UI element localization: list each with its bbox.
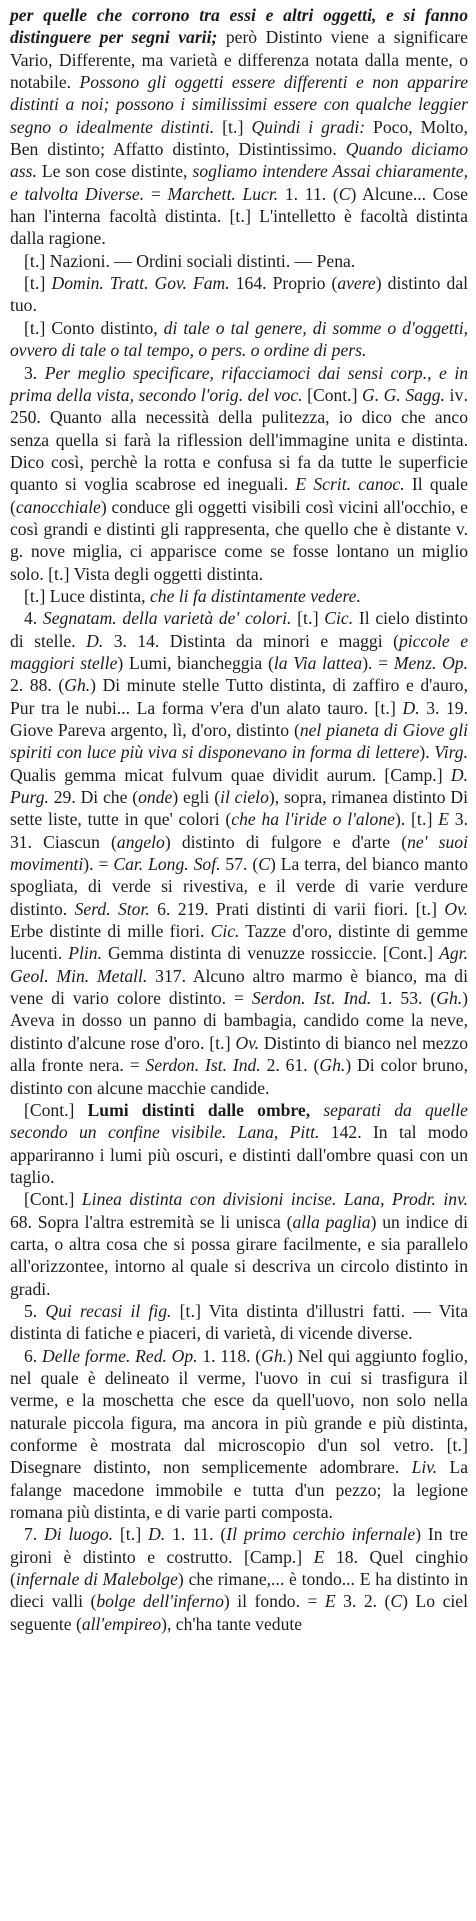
entry-paragraph-11: 6. Delle forme. Red. Op. 1. 118. (Gh.) Nel qui aggiunto foglio, nel quale è delineato il verme, l'uovo in cui si trasfigura il verme, e la moschetta che esce da quell'uovo, non solo nella naturale piccola figura, ma ancora in più grande e più distinta, conforme è mostrata dal microscopio d'un sol vetro. [t.] Disegnare distinto, non semplicemente adombrare. Liv. La falange macedone immobile e tutta d'un pezzo; la legione romana più distinta, e di varie parti composta. xyxy=(10,1345,468,1523)
entry-paragraph-7: 4. Segnatam. della varietà de' colori. [t.] Cic. Il cielo distinto di stelle. D. 3. 14. Distinta da minori e maggi (piccole e maggiori stelle) Lumi, biancheggia (la Via lattea). = Menz. Op. 2. 88. (Gh.) Di minute stelle Tutto distinta, di zaffiro e d'auro, Pur tra le nubi... La forma v'era d'un alato tauro. [t.] D. 3. 19. Giove Pareva argento, lì, d'oro, distinto (nel pianeta di Giove gli spiriti con luce più viva si disponevano in forma di lettere). Virg. Qualis gemma micat fulvum quae dividit aurum. [Camp.] D. Purg. 29. Di che (onde) egli (il cielo), sopra, rimanea distinto Di sette liste, tutte in que' colori (che ha l'iride o l'alone). [t.] E 3. 31. Ciascun (angelo) distinto di fulgore e d'arte (ne' suoi movimenti). = Car. Long. Sof. 57. (C) La terra, del bianco manto spogliata, di verde si rivestiva, e il verde di varie verdure distinto. Serd. Stor. 6. 219. Prati distinti di varii fiori. [t.] Ov. Erbe distinte di mille fiori. Cic. Tazze d'oro, distinte di gemme lucenti. Plin. Gemma distinta di venuzze rossiccie. [Cont.] Agr. Geol. Min. Metall. 317. Alcuno altro marmo è bianco, ma di vene di vario colore distinto. = Serdon. Ist. Ind. 1. 53. (Gh.) Aveva in dosso un panno di bambagia, candido come la neve, distinto d'alcune rose d'oro. [t.] Ov. Distinto di bianco nel mezzo alla fronte nera. = Serdon. Ist. Ind. 2. 61. (Gh.) Di color bruno, distinto con alcune macchie candide. xyxy=(10,608,469,1098)
entry-paragraph-6: [t.] Luce distinta, che li fa distintamente vedere. xyxy=(24,585,361,606)
entry-paragraph-9: [Cont.] Linea distinta con divisioni incise. Lana, Prodr. inv. 68. Sopra l'altra estremità se li unisca (alla paglia) un indice di carta, o altra cosa che si possa girare facilmente, e sia parallelo all'orizzontee, intorno al quale si descriva un circolo distinto in gradi. xyxy=(10,1189,468,1299)
entry-paragraph-12: 7. Di luogo. [t.] D. 1. 11. (Il primo cerchio infernale) In tre gironi è distinto e costrutto. [Camp.] E 18. Quel cinghio (infernale di Malebolge) che rimane,... è tondo... E ha distinto in dieci valli (bolge dell'inferno) il fondo. = E 3. 2. (C) Lo ciel seguente (all'empireo), ch'ha tante vedute xyxy=(10,1524,468,1634)
entry-paragraph-3: [t.] Domin. Tratt. Gov. Fam. 164. Proprio (avere) distinto dal tuo. xyxy=(10,273,469,316)
entry-paragraph-5: 3. Per meglio specificare, rifacciamoci dai sensi corp., e in prima della vista, secondo l'orig. del voc. [Cont.] G. G. Sagg. iv. 250. Quanto alla necessità della pulitezza, io dico che anco senza quella si farà la riflession dell'immagine unita e distinta. Dico così, perchè la rotta e confusa si fa da tutte le superficie quanto si voglia scabrose ed ineguali. E Scrit. canoc. Il quale (canocchiale) conduce gli oggetti visibili così vicini all'occhio, e così grandi e distinti gli rappresenta, che quello che è distante v. g. nove miglia, ci apparisce come se fosse lontano un miglio solo. [t.] Vista degli oggetti distinta. xyxy=(10,362,469,584)
entry-paragraph-10: 5. Qui recasi il fig. [t.] Vita distinta d'illustri fatti. — Vita distinta di fatiche e piaceri, di varietà, di vicende diverse. xyxy=(10,1300,469,1344)
entry-paragraph-1: per quelle che corrono tra essi e altri oggetti, e si fanno distinguere per segni varii; però Distinto viene a significare Vario, Differente, ma varietà e differenza notata dalla mente, o notabile. Possono gli oggetti essere differenti e non apparire distinti a noi; possono i similissimi essere con qualche leggier segno o idealmente distinti. [t.] Quindi i gradi: Poco, Molto, Ben distinto; Affatto distinto, Distintissimo. Quando diciamo ass. Le son cose distinte, sogliamo intendere Assai chiaramente, e talvolta Diverse. = Marchett. Lucr. 1. 11. (C) Alcune... Cose han l'interna facoltà distinta. [t.] L'intelletto è facoltà distinta dalla ragione. xyxy=(10,5,468,249)
entry-paragraph-4: [t.] Conto distinto, di tale o tal genere, di somme o d'oggetti, ovvero di tale o tal tempo, o pers. o ordine di pers. xyxy=(10,317,468,361)
entry-paragraph-2: [t.] Nazioni. — Ordini sociali distinti. — Pena. xyxy=(24,250,356,271)
entry-paragraph-8: [Cont.] Lumi distinti dalle ombre, separati da quelle secondo un confine visibile. Lana, Pitt. 142. In tal modo appariranno i lumi più oscuri, e distinti dall'ombre quasi con un taglio. xyxy=(10,1099,468,1187)
